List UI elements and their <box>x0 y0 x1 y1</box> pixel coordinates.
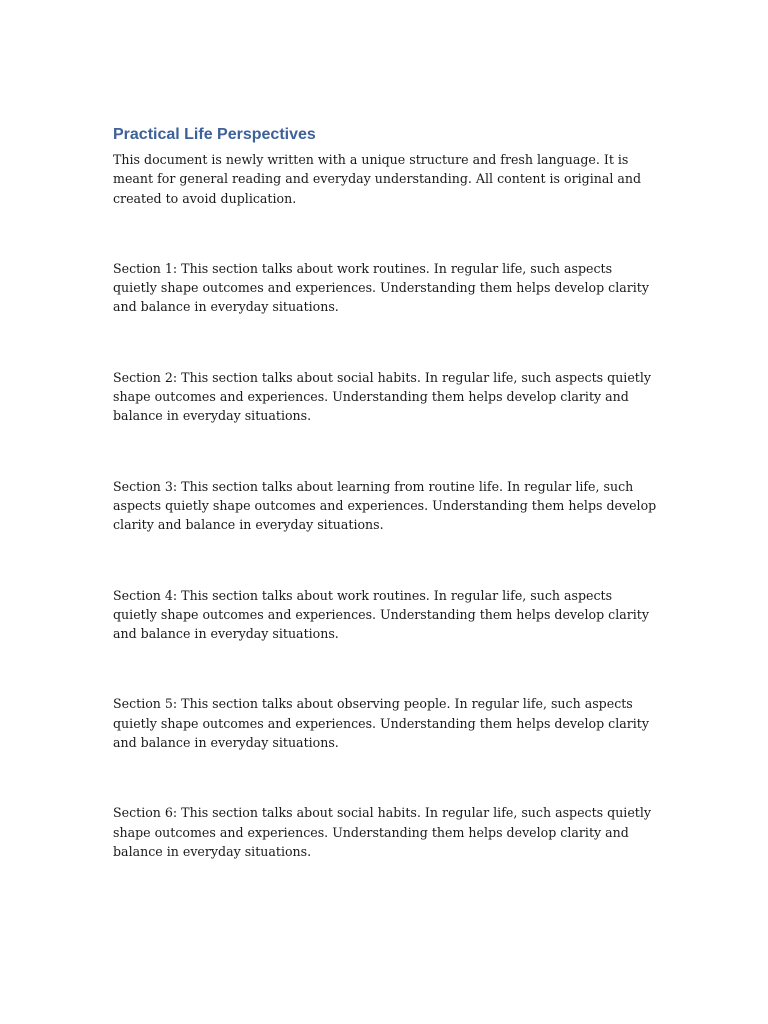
section-1-paragraph: Section 1: This section talks about work routines. In regular life, such aspects quietly shape outcomes and experiences. Understanding them helps develop clarity and balance in everyday situations. <box>113 260 649 315</box>
document-title: Practical Life Perspectives <box>113 126 316 143</box>
section-5-paragraph: Section 5: This section talks about observing people. In regular life, such aspects quietly shape outcomes and experiences. Understanding them helps develop clarity and balance in everyday situations. <box>113 696 649 751</box>
section-4-paragraph: Section 4: This section talks about work routines. In regular life, such aspects quietly shape outcomes and experiences. Understanding them helps develop clarity and balance in everyday situations. <box>113 587 649 642</box>
section-6-paragraph: Section 6: This section talks about social habits. In regular life, such aspects quietly shape outcomes and experiences. Understanding them helps develop clarity and balance in everyday situations. <box>113 805 651 859</box>
section-2-paragraph: Section 2: This section talks about social habits. In regular life, such aspects quietly shape outcomes and experiences. Understanding them helps develop clarity and balance in everyday situations. <box>113 369 651 424</box>
section-3-paragraph: Section 3: This section talks about learning from routine life. In regular life, such aspects quietly shape outcomes and experiences. Understanding them helps develop clarity and balance in everyday situations. <box>113 478 657 533</box>
document-body <box>113 124 658 912</box>
intro-paragraph: This document is newly written with a unique structure and fresh language. It is meant for general reading and everyday understanding. All content is original and created to avoid duplication. <box>113 152 642 206</box>
